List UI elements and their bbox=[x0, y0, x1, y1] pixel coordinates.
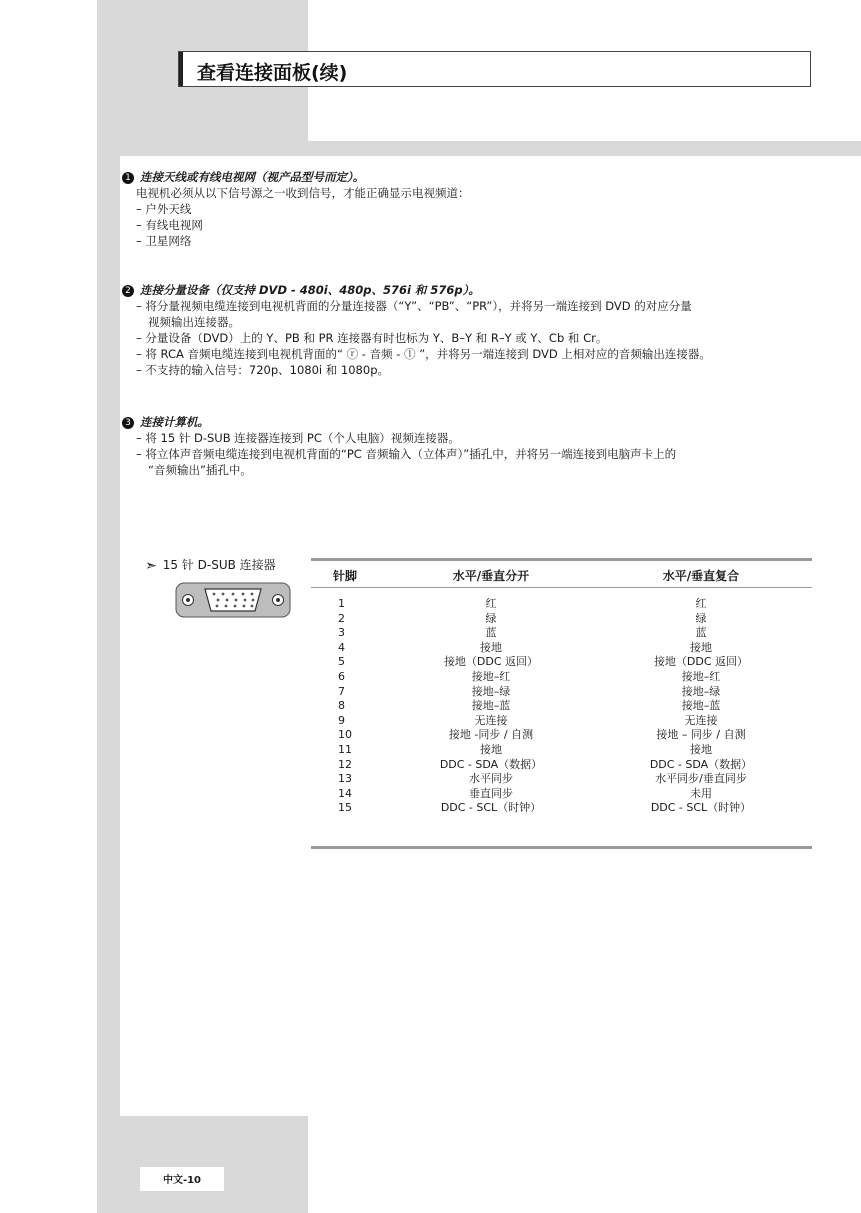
section-line: 电视机必须从以下信号源之一收到信号，才能正确显示电视频道： bbox=[136, 186, 470, 200]
table-body bbox=[311, 597, 812, 816]
pin-number-cell: 12 bbox=[338, 757, 352, 771]
section-line: – 将 RCA 音频电缆连接到电视机背面的“ ⓡ - 音频 - ⓛ ”，并将另一端连接到 DVD 上相对应的音频输出连接器。 bbox=[136, 347, 711, 361]
page-title: 查看连接面板(续) bbox=[197, 62, 348, 84]
separate-signal-cell: 接地（DDC 返回） bbox=[443, 655, 539, 669]
section-heading: 连接计算机。 bbox=[140, 415, 209, 429]
section-computer bbox=[122, 414, 822, 478]
table-header-pin: 针脚 bbox=[333, 569, 358, 583]
composite-signal-cell: DDC - SDA（数据） bbox=[649, 757, 753, 771]
pin-number-cell: 2 bbox=[338, 611, 345, 625]
pin-number-cell: 8 bbox=[338, 699, 345, 713]
section-line: – 分量设备（DVD）上的 Y、PB 和 PR 连接器有时也标为 Y、B–Y 和 R–Y 或 Y、Cb 和 Cr。 bbox=[136, 331, 608, 345]
table-row bbox=[311, 758, 812, 773]
section-line: – 将分量视频电缆连接到电视机背面的分量连接器（“Y”、“PB”、“PR”），并将另一端连接到 DVD 的对应分量 bbox=[136, 299, 692, 313]
pin-number-cell: 3 bbox=[338, 626, 345, 640]
composite-signal-cell: 红 bbox=[695, 597, 707, 610]
composite-signal-cell: 蓝 bbox=[695, 626, 707, 640]
table-row bbox=[311, 641, 812, 656]
separate-signal-cell: 接地 -同步 / 自测 bbox=[448, 728, 534, 742]
table-rule-bottom bbox=[311, 846, 812, 849]
table-row bbox=[311, 685, 812, 700]
pin-number-cell: 9 bbox=[338, 713, 345, 727]
pin-number-cell: 6 bbox=[338, 669, 345, 683]
section-line: 视频输出连接器。 bbox=[148, 315, 240, 329]
separate-signal-cell: 接地 bbox=[480, 742, 502, 756]
pin-number-cell: 15 bbox=[338, 801, 352, 815]
pin-number-cell: 10 bbox=[338, 728, 352, 742]
separate-signal-cell: DDC - SDA（数据） bbox=[439, 757, 543, 771]
separate-signal-cell: 接地 bbox=[480, 640, 502, 654]
section-line: – 将 15 针 D-SUB 连接器连接到 PC（个人电脑）视频连接器。 bbox=[136, 431, 460, 445]
section-antenna bbox=[122, 169, 822, 249]
page-number-box bbox=[140, 1167, 224, 1191]
separate-signal-cell: DDC - SCL（时钟） bbox=[440, 801, 542, 815]
page-number: 中文-10 bbox=[162, 1175, 202, 1186]
section-number-badge: 2 bbox=[122, 285, 134, 297]
table-header-separate: 水平/垂直分开 bbox=[452, 569, 530, 583]
composite-signal-cell: DDC - SCL（时钟） bbox=[650, 801, 752, 815]
table-row bbox=[311, 787, 812, 802]
separate-signal-cell: 垂直同步 bbox=[469, 786, 513, 800]
pin-number-cell: 4 bbox=[338, 640, 345, 654]
composite-signal-cell: 接地（DDC 返回） bbox=[653, 655, 749, 669]
section-heading: 连接天线或有线电视网（视产品型号而定）。 bbox=[140, 170, 365, 184]
composite-signal-cell: 接地–绿 bbox=[681, 684, 721, 698]
table-row bbox=[311, 772, 812, 787]
pin-number-cell: 13 bbox=[338, 772, 352, 786]
composite-signal-cell: 接地–红 bbox=[681, 669, 721, 683]
pin-number-cell: 11 bbox=[338, 742, 352, 756]
separate-signal-cell: 接地–红 bbox=[471, 669, 511, 683]
dsub-label bbox=[145, 556, 276, 574]
section-line: – 不支持的输入信号：720p、1080i 和 1080p。 bbox=[136, 363, 389, 377]
section-line: – 户外天线 bbox=[136, 202, 192, 216]
composite-signal-cell: 接地–蓝 bbox=[681, 699, 721, 713]
dsub-label-text: 15 针 D-SUB 连接器 bbox=[162, 558, 276, 572]
separate-signal-cell: 红 bbox=[485, 597, 497, 610]
arrow-right-icon: ➣ bbox=[145, 558, 157, 574]
pin-number-cell: 5 bbox=[338, 655, 345, 669]
dsub-connector-icon bbox=[175, 580, 291, 620]
pin-number-cell: 7 bbox=[338, 684, 345, 698]
table-row bbox=[311, 626, 812, 641]
section-line: – 卫星网络 bbox=[136, 234, 192, 248]
table-row bbox=[311, 714, 812, 729]
separate-signal-cell: 蓝 bbox=[485, 626, 497, 640]
section-line: – 有线电视网 bbox=[136, 218, 203, 232]
separate-signal-cell: 无连接 bbox=[474, 713, 508, 727]
composite-signal-cell: 接地 bbox=[690, 742, 712, 756]
separate-signal-cell: 接地–蓝 bbox=[471, 699, 511, 713]
table-rule-top bbox=[311, 558, 812, 561]
table-header-composite: 水平/垂直复合 bbox=[662, 569, 740, 583]
table-row bbox=[311, 670, 812, 685]
table-row bbox=[311, 597, 812, 612]
composite-signal-cell: 水平同步/垂直同步 bbox=[655, 772, 747, 786]
composite-signal-cell: 绿 bbox=[695, 611, 707, 625]
separate-signal-cell: 接地–绿 bbox=[471, 684, 511, 698]
table-row bbox=[311, 699, 812, 714]
composite-signal-cell: 接地 bbox=[690, 640, 712, 654]
table-row bbox=[311, 728, 812, 743]
composite-signal-cell: 无连接 bbox=[684, 713, 718, 727]
pin-number-cell: 1 bbox=[338, 597, 345, 610]
table-row bbox=[311, 801, 812, 816]
table-row bbox=[311, 655, 812, 670]
section-line: “音频输出”插孔中。 bbox=[148, 463, 252, 477]
table-row bbox=[311, 743, 812, 758]
pin-number-cell: 14 bbox=[338, 786, 352, 800]
section-component bbox=[122, 282, 822, 378]
page-title-box bbox=[178, 51, 811, 87]
table-row bbox=[311, 612, 812, 627]
table-rule-header bbox=[311, 587, 812, 588]
separate-signal-cell: 绿 bbox=[485, 611, 497, 625]
section-heading: 连接分量设备（仅支持 DVD - 480i、480p、576i 和 576p）。 bbox=[140, 283, 480, 297]
composite-signal-cell: 未用 bbox=[690, 786, 712, 800]
composite-signal-cell: 接地 – 同步 / 自测 bbox=[656, 728, 746, 742]
section-number-badge: 3 bbox=[122, 417, 134, 429]
separate-signal-cell: 水平同步 bbox=[469, 772, 513, 786]
section-number-badge: 1 bbox=[122, 172, 134, 184]
section-line: – 将立体声音频电缆连接到电视机背面的“PC 音频输入（立体声）”插孔中，并将另一端连接到电脑声卡上的 bbox=[136, 447, 677, 461]
